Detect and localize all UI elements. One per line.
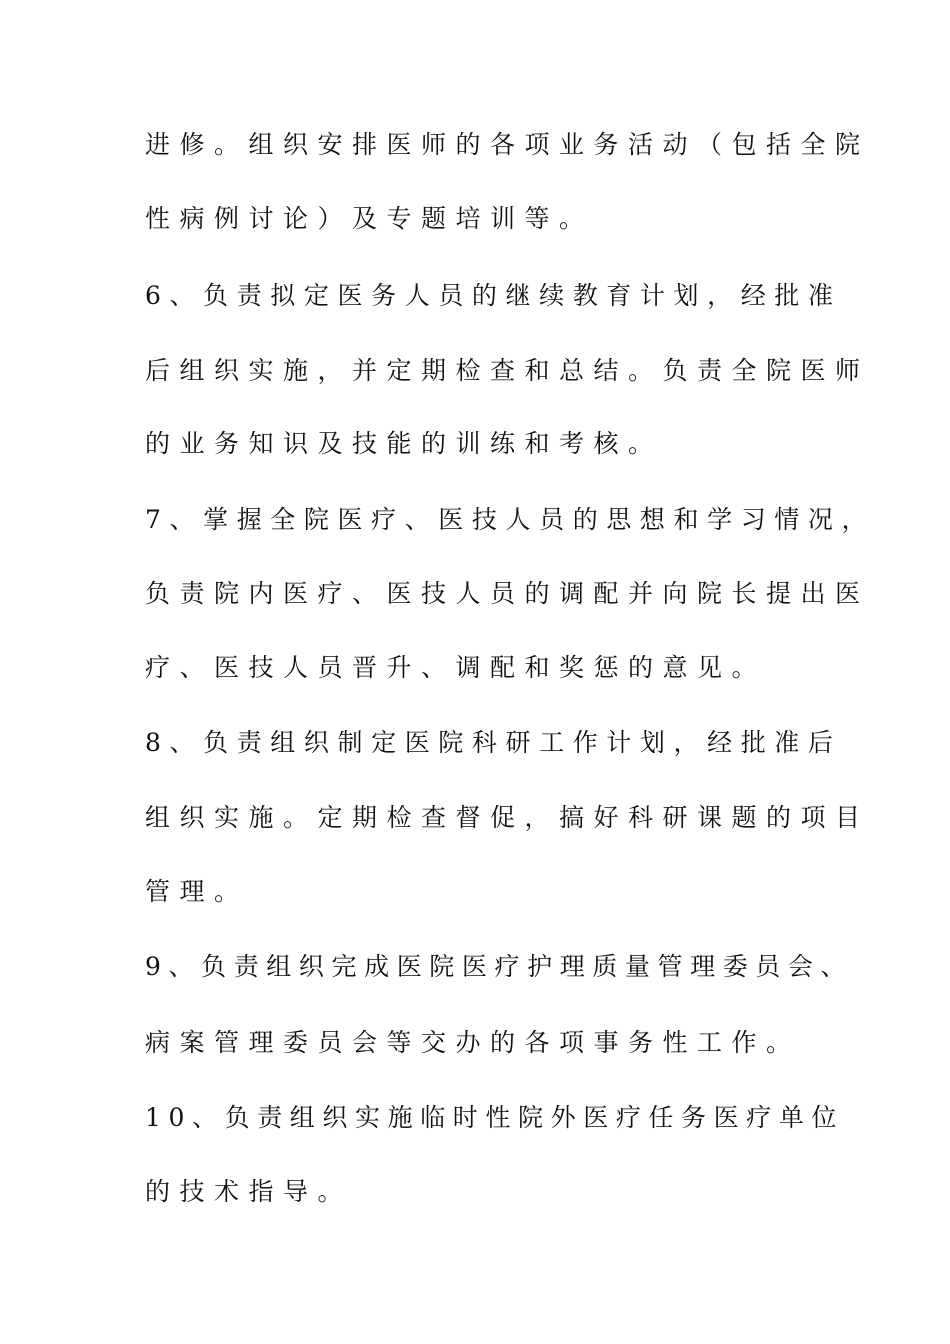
text-line: 疗、医技人员晋升、调配和奖惩的意见。 <box>145 653 767 682</box>
text-line: 7、掌握全院医疗、医技人员的思想和学习情况， <box>145 505 876 534</box>
text-line: 管理。 <box>145 877 249 906</box>
text-line: 9、负责组织完成医院医疗护理质量管理委员会、 <box>145 952 854 981</box>
text-line: 病案管理委员会等交办的各项事务性工作。 <box>145 1028 801 1057</box>
text-line: 的技术指导。 <box>145 1177 353 1206</box>
text-line: 组织实施。定期检查督促，搞好科研课题的项目 <box>145 803 870 832</box>
text-line: 10、负责组织实施临时性院外医疗任务医疗单位 <box>145 1103 845 1132</box>
text-line: 的业务知识及技能的训练和考核。 <box>145 429 663 458</box>
text-line: 后组织实施，并定期检查和总结。负责全院医师 <box>145 356 870 385</box>
text-line: 6、负责拟定医务人员的继续教育计划，经批准 <box>145 281 842 310</box>
text-line: 进修。组织安排医师的各项业务活动（包括全院 <box>145 130 870 159</box>
text-line: 性病例讨论）及专题培训等。 <box>145 204 594 233</box>
text-line: 8、负责组织制定医院科研工作计划，经批准后 <box>145 728 842 757</box>
text-line: 负责院内医疗、医技人员的调配并向院长提出医 <box>145 579 870 608</box>
